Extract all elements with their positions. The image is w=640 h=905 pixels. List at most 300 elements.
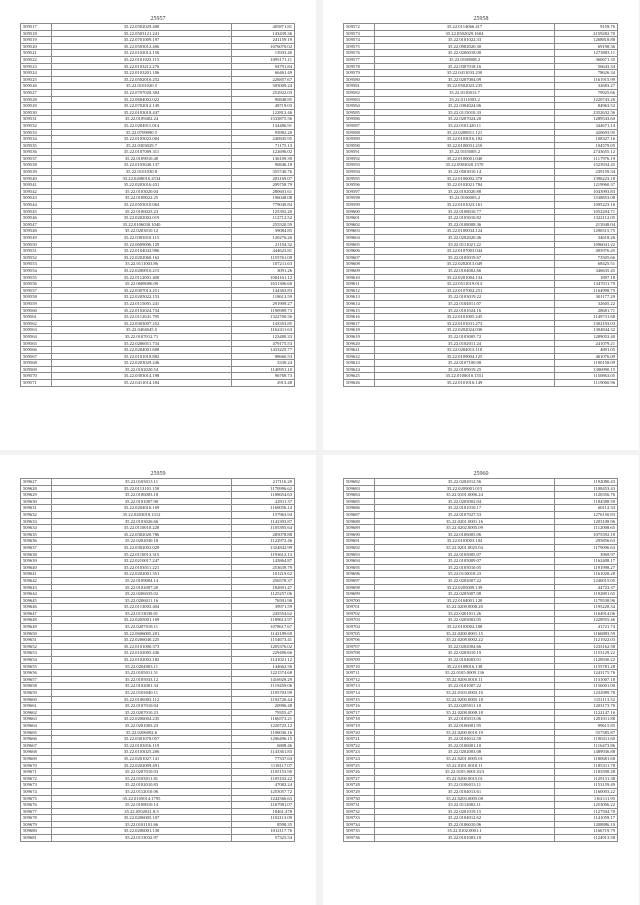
table-row — [21, 795, 295, 802]
cadastral-code-cell: 35.22.0103040.11 — [52, 690, 232, 697]
value-cell: 1155781.28 — [555, 663, 618, 670]
cadastral-code-cell: 35.22.0201011.26 — [375, 610, 555, 617]
value-cell: 1192080.43 — [555, 479, 618, 486]
table-row — [21, 577, 295, 584]
value-cell: 1489936.88 — [555, 749, 618, 756]
row-number-cell: 509733 — [344, 815, 375, 822]
value-cell: 60112.33 — [555, 505, 618, 512]
value-cell: 239159.34 — [555, 169, 618, 176]
value-cell: 1433225.77 — [232, 347, 295, 354]
cadastral-code-cell: 35.22.0202003.08 — [375, 749, 555, 756]
row-number-cell: 509518 — [21, 30, 52, 37]
records-table — [20, 23, 295, 387]
table-row — [344, 544, 618, 551]
table-row — [21, 314, 295, 321]
value-cell: 1153159.49 — [555, 782, 618, 789]
table-row — [21, 769, 295, 776]
table-row — [21, 782, 295, 789]
value-cell: 1142393.87 — [232, 518, 295, 525]
value-cell: 1276150.83 — [555, 511, 618, 518]
cadastral-code-cell: 35.22.0609006.129 — [52, 241, 232, 248]
row-number-cell: 509604 — [344, 235, 375, 242]
cadastral-code-cell: 35.22.0202020.46 — [375, 235, 555, 242]
value-cell: 136109.39 — [232, 155, 295, 162]
cadastral-code-cell: 35.22.0112002.11 — [375, 802, 555, 809]
table-row — [344, 769, 618, 776]
cadastral-code-cell: 35.22.0101420.11 — [375, 122, 555, 129]
value-cell: 76591.96 — [232, 597, 295, 604]
row-number-cell: 509547 — [21, 221, 52, 228]
table-row — [344, 116, 618, 123]
table-row — [344, 492, 618, 499]
row-number-cell: 509608 — [344, 261, 375, 268]
row-number-cell: 509697 — [344, 577, 375, 584]
value-cell: 1122147.16 — [555, 709, 618, 716]
value-cell: 1004161.12 — [232, 274, 295, 281]
row-number-cell: 509679 — [21, 821, 52, 828]
row-number-cell: 509533 — [21, 129, 52, 136]
cadastral-code-cell: 35.22.0105033.12 — [52, 676, 232, 683]
table-row — [344, 531, 618, 538]
value-cell: 245554.62 — [232, 610, 295, 617]
table-row — [344, 742, 618, 749]
row-number-cell: 509578 — [344, 63, 375, 70]
value-cell: 1296515.75 — [555, 228, 618, 235]
cadastral-code-cell: 35.22.0102020.88 — [375, 188, 555, 195]
table-row — [21, 136, 295, 143]
value-cell: 1151113.52 — [555, 696, 618, 703]
value-cell: 1538853.08 — [555, 195, 618, 202]
cadastral-code-cell: 35.22.0201.0001.16 — [375, 518, 555, 525]
row-number-cell: 509564 — [21, 333, 52, 340]
table-row — [21, 709, 295, 716]
value-cell: 1242566.63 — [232, 795, 295, 802]
value-cell: 1416929.29 — [232, 676, 295, 683]
value-cell: 285078.88 — [232, 531, 295, 538]
table-row — [344, 63, 618, 70]
row-number-cell: 509678 — [21, 815, 52, 822]
cadastral-code-cell: 35.22.0107002.251 — [375, 287, 555, 294]
row-number-cell: 509718 — [344, 716, 375, 723]
row-number-cell: 509662 — [21, 709, 52, 716]
row-number-cell: 509531 — [21, 116, 52, 123]
page-number: 25957 — [150, 16, 166, 22]
table-row — [344, 314, 618, 321]
row-number-cell: 509689 — [344, 525, 375, 532]
table-row — [21, 162, 295, 169]
cadastral-code-cell: 35.22.0101023.115 — [52, 56, 232, 63]
cadastral-code-cell: 35.22.0106010.06 — [375, 821, 555, 828]
table-row — [21, 736, 295, 743]
row-number-cell: 509529 — [21, 103, 52, 110]
cadastral-code-cell: 35.22.0205022.153 — [52, 294, 232, 301]
row-number-cell: 509601 — [344, 215, 375, 222]
table-row — [344, 604, 618, 611]
table-row — [21, 149, 295, 156]
cadastral-code-cell: 35.22.0104013.61 — [375, 788, 555, 795]
row-number-cell: 509628 — [21, 485, 52, 492]
cadastral-code-cell: 35.22.0204011.014 — [52, 122, 232, 129]
row-number-cell: 509582 — [344, 89, 375, 96]
row-number-cell: 509638 — [21, 551, 52, 558]
cadastral-code-cell: 35.22.0502029.1604 — [375, 30, 555, 37]
cadastral-code-cell: 35.22.0106005.06 — [375, 531, 555, 538]
table-row — [344, 248, 618, 255]
cadastral-code-cell: 35.22.0201027.141 — [52, 755, 232, 762]
value-cell: 1190411.60 — [555, 736, 618, 743]
value-cell: 1108654.63 — [232, 492, 295, 499]
value-cell: 1108453.43 — [555, 485, 618, 492]
value-cell: 280601.61 — [232, 188, 295, 195]
value-cell: 84963.52 — [555, 103, 618, 110]
row-number-cell: 509537 — [21, 155, 52, 162]
value-cell: 1183598.28 — [555, 769, 618, 776]
table-row — [21, 624, 295, 631]
row-number-cell: 509729 — [344, 788, 375, 795]
value-cell: 252922.03 — [232, 89, 295, 96]
value-cell: 1141021.12 — [232, 657, 295, 664]
row-number-cell: 509736 — [344, 835, 375, 842]
cadastral-code-cell: 35.22.0101007.90 — [52, 498, 232, 505]
table-row — [21, 564, 295, 571]
value-cell: 94791.84 — [232, 63, 295, 70]
table-row — [344, 782, 618, 789]
row-number-cell: 509567 — [21, 353, 52, 360]
cadastral-code-cell: 35.22.0411033.230 — [375, 70, 555, 77]
table-row — [344, 215, 618, 222]
row-number-cell: 509632 — [21, 511, 52, 518]
value-cell: 39971.59 — [232, 604, 295, 611]
cadastral-code-cell: 35.22.0210017.247 — [52, 558, 232, 565]
cadastral-code-cell: 35.22.0206011.734 — [52, 340, 232, 347]
table-row — [344, 50, 618, 57]
table-row — [344, 709, 618, 716]
row-number-cell: 509700 — [344, 597, 375, 604]
cadastral-code-cell: 35.22.0103011.221 — [52, 564, 232, 571]
table-row — [21, 821, 295, 828]
row-number-cell: 509706 — [344, 637, 375, 644]
cadastral-code-cell: 35.22.0102005.436 — [52, 650, 232, 657]
cadastral-code-cell: 35.22.0111021.22 — [375, 241, 555, 248]
value-cell: 1105153.90 — [232, 769, 295, 776]
row-number-cell: 509669 — [21, 755, 52, 762]
cadastral-code-cell: 35.22.0102.0001.1 — [375, 828, 555, 835]
row-number-cell: 509654 — [21, 657, 52, 664]
table-row — [21, 366, 295, 373]
value-cell: 1095171.11 — [232, 56, 295, 63]
cadastral-code-cell: 35.22.0200.0005.18 — [375, 696, 555, 703]
row-number-cell: 509684 — [344, 492, 375, 499]
row-number-cell: 509675 — [21, 795, 52, 802]
value-cell: 1184588.59 — [555, 498, 618, 505]
row-number-cell: 509603 — [344, 228, 375, 235]
table-row — [21, 663, 295, 670]
value-cell: 90846.18 — [232, 162, 295, 169]
row-number-cell: 509734 — [344, 821, 375, 828]
cadastral-code-cell: 35.22.0101024.16 — [375, 307, 555, 314]
cadastral-code-cell: 35.22.0203010.12 — [52, 228, 232, 235]
cadastral-code-cell: 35.22.0205011.10 — [375, 703, 555, 710]
table-row — [21, 788, 295, 795]
value-cell: 1164914.06 — [555, 610, 618, 617]
row-number-cell: 509707 — [344, 643, 375, 650]
value-cell: 96769.73 — [232, 373, 295, 380]
row-number-cell: 509611 — [344, 281, 375, 288]
cadastral-code-cell: 35.22.0103002.108 — [375, 624, 555, 631]
table-row — [21, 610, 295, 617]
table-row — [21, 254, 295, 261]
cadastral-code-cell: 35.22.0103016.119 — [52, 742, 232, 749]
row-number-cell: 509658 — [21, 683, 52, 690]
table-row — [21, 76, 295, 83]
cadastral-code-cell: 35.22.0201019.15 — [375, 808, 555, 815]
row-number-cell: 509517 — [21, 24, 52, 31]
row-number-cell: 509715 — [344, 696, 375, 703]
row-number-cell: 509607 — [344, 254, 375, 261]
cadastral-code-cell: 35.22.0108022.25 — [52, 195, 232, 202]
row-number-cell: 509602 — [344, 221, 375, 228]
page-number: 25959 — [150, 471, 166, 477]
table-row — [344, 169, 618, 176]
row-number-cell: 509693 — [344, 551, 375, 558]
cadastral-code-cell: 35.22.0103005.72 — [375, 333, 555, 340]
value-cell: 1302193.03 — [555, 320, 618, 327]
cadastral-code-cell: 35.22.0103010.82 — [375, 215, 555, 222]
value-cell: 1185311.78 — [555, 762, 618, 769]
cadastral-code-cell: 35.22.0106001.95 — [375, 722, 555, 729]
cadastral-code-cell: 35.22.0103026.66 — [52, 518, 232, 525]
table-row — [21, 320, 295, 327]
cadastral-code-cell: 35.22.0102002.182 — [52, 657, 232, 664]
row-number-cell: 509664 — [21, 722, 52, 729]
cadastral-code-cell: 35.22.0100034.124 — [375, 228, 555, 235]
cadastral-code-cell: 35.22.0203002.05 — [375, 617, 555, 624]
cadastral-code-cell: 35.22.0102010.83 — [52, 782, 232, 789]
value-cell: 18461.478 — [232, 808, 295, 815]
row-number-cell: 509630 — [21, 498, 52, 505]
row-number-cell: 509519 — [21, 37, 52, 44]
value-cell: 1160056.14 — [232, 505, 295, 512]
value-cell: 1396223.18 — [555, 175, 618, 182]
row-number-cell: 509521 — [21, 50, 52, 57]
table-row — [344, 142, 618, 149]
cadastral-code-cell: 35.22.0103011.81 — [52, 775, 232, 782]
records-table — [20, 478, 295, 842]
value-cell: 1166883.59 — [555, 630, 618, 637]
value-cell: 444623.81 — [232, 248, 295, 255]
cadastral-code-cell: 35.22.0106003.112 — [52, 696, 232, 703]
table-row — [344, 835, 618, 842]
cadastral-code-cell: 35.22.0103212.276 — [52, 63, 232, 70]
cadastral-code-cell: 35.22.0208.0008.18 — [375, 709, 555, 716]
table-row — [344, 188, 618, 195]
value-cell: 255520.59 — [232, 221, 295, 228]
table-row — [21, 604, 295, 611]
value-cell: 1533875.56 — [232, 116, 295, 123]
cadastral-code-cell: 35.22.0106030.1040 — [52, 221, 232, 228]
cadastral-code-cell: 35.22.0107003.044 — [375, 248, 555, 255]
table-row — [344, 597, 618, 604]
table-row — [21, 109, 295, 116]
cadastral-code-cell: 35.22.0102011.24 — [375, 340, 555, 347]
cadastral-code-cell: 35.22.0109004.125 — [375, 353, 555, 360]
table-row — [21, 498, 295, 505]
table-row — [21, 828, 295, 835]
cadastral-code-cell: 35.22.0203.0005.08 — [375, 795, 555, 802]
value-cell: 1221574.68 — [232, 670, 295, 677]
cadastral-code-cell: 35.22.0112041.795 — [52, 314, 232, 321]
row-number-cell: 509712 — [344, 676, 375, 683]
cadastral-code-cell: 35.22.0113032.97 — [52, 835, 232, 842]
table-row — [344, 300, 618, 307]
table-row — [21, 505, 295, 512]
value-cell: 213948.04 — [555, 221, 618, 228]
table-row — [344, 505, 618, 512]
value-cell: 1117976.19 — [555, 155, 618, 162]
cadastral-code-cell: 35.22.0106003.18 — [52, 492, 232, 499]
table-row — [21, 103, 295, 110]
table-row — [344, 287, 618, 294]
table-row — [21, 696, 295, 703]
table-row — [344, 637, 618, 644]
value-cell: 78626.34 — [555, 70, 618, 77]
cadastral-code-cell: 35.22.0105010.05 — [375, 564, 555, 571]
row-number-cell: 509545 — [21, 208, 52, 215]
value-cell: 1161915.99 — [555, 76, 618, 83]
value-cell: 1192720.44 — [232, 696, 295, 703]
value-cell: 420693.95 — [555, 129, 618, 136]
cadastral-code-cell: 35.22.0104003.01 — [375, 657, 555, 664]
row-number-cell: 509565 — [21, 340, 52, 347]
table-row — [344, 485, 618, 492]
cadastral-code-cell: 35.22.0709090.5 — [52, 129, 232, 136]
cadastral-code-cell: 35.22.0108016.138 — [375, 663, 555, 670]
table-row — [21, 597, 295, 604]
row-number-cell: 509599 — [344, 202, 375, 209]
value-cell: 120276.26 — [232, 235, 295, 242]
row-number-cell: 509592 — [344, 155, 375, 162]
cadastral-code-cell: 35.22.0102007.20 — [52, 584, 232, 591]
cadastral-code-cell: 35.22.0108008.36 — [375, 221, 555, 228]
value-cell: 98666.53 — [232, 353, 295, 360]
table-row — [344, 577, 618, 584]
cadastral-code-cell: 35.22.0103013.11 — [52, 479, 232, 486]
value-cell: 203169.07 — [232, 175, 295, 182]
row-number-cell: 509523 — [21, 63, 52, 70]
table-row — [21, 657, 295, 664]
table-row — [21, 274, 295, 281]
cadastral-code-cell: 35.22.0902020.30 — [375, 43, 555, 50]
row-number-cell: 509634 — [21, 525, 52, 532]
row-number-cell: 509716 — [344, 703, 375, 710]
table-row — [344, 498, 618, 505]
cadastral-code-cell: 35.22.0202001.351 — [52, 571, 232, 578]
cadastral-code-cell: 35.22.0104002.66 — [375, 267, 555, 274]
cadastral-code-cell: 35.22.0207010.23 — [52, 709, 232, 716]
table-row — [344, 129, 618, 136]
table-row — [21, 116, 295, 123]
value-cell: 1192801.65 — [555, 591, 618, 598]
table-row — [21, 749, 295, 756]
cadastral-code-cell: 35.22.0204001.608 — [52, 347, 232, 354]
table-row — [344, 43, 618, 50]
row-number-cell: 509701 — [344, 604, 375, 611]
row-number-cell: 509683 — [344, 485, 375, 492]
value-cell: 1195228.34 — [555, 604, 618, 611]
table-row — [344, 37, 618, 44]
table-row — [344, 729, 618, 736]
cadastral-code-cell: 35.22.0307018.16 — [375, 63, 555, 70]
table-row — [21, 650, 295, 657]
value-cell: 1166573.21 — [232, 716, 295, 723]
value-cell: 1162411.63 — [232, 327, 295, 334]
table-row — [21, 202, 295, 209]
cadastral-code-cell: 35.22.0206004.235 — [52, 716, 232, 723]
cadastral-code-cell: 35.22.0100010.1551 — [375, 373, 555, 380]
row-number-cell: 509704 — [344, 624, 375, 631]
cadastral-code-cell: 35.22.0113003.404 — [52, 604, 232, 611]
cadastral-code-cell: 35.22.0104012.62 — [375, 815, 555, 822]
cadastral-code-cell: 35.22.0101030.8 — [52, 169, 232, 176]
cadastral-code-cell: 35.22.0110018.23 — [375, 571, 555, 578]
value-cell: 1149731.68 — [555, 314, 618, 321]
table-row — [344, 657, 618, 664]
value-cell: 1105102.22 — [232, 775, 295, 782]
table-row — [344, 749, 618, 756]
value-cell: 1232989.78 — [555, 690, 618, 697]
table-row — [21, 518, 295, 525]
row-number-cell: 509590 — [344, 142, 375, 149]
table-row — [21, 195, 295, 202]
value-cell: 1118117.07 — [232, 762, 295, 769]
table-row — [344, 208, 618, 215]
value-cell: 1141059.17 — [555, 815, 618, 822]
row-number-cell: 509731 — [344, 802, 375, 809]
value-cell: 1203108.96 — [555, 518, 618, 525]
value-cell: 69198.36 — [555, 43, 618, 50]
row-number-cell: 509555 — [21, 274, 52, 281]
value-cell: 1253006.22 — [555, 802, 618, 809]
table-row — [21, 637, 295, 644]
value-cell: 1190989.73 — [232, 307, 295, 314]
row-number-cell: 509652 — [21, 643, 52, 650]
table-row — [21, 683, 295, 690]
cadastral-code-cell: 35.22.0106023.23 — [52, 208, 232, 215]
cadastral-code-cell: 35.22.0702012.149 — [52, 103, 232, 110]
cadastral-code-cell: 35.22.0200.0010.11 — [375, 676, 555, 683]
cadastral-code-cell: 35.22.0208.0008.20 — [375, 604, 555, 611]
table-row — [21, 525, 295, 532]
table-row — [21, 380, 295, 387]
value-cell: 1322112.05 — [555, 215, 618, 222]
cadastral-code-cell: 35.22.0103.0003.10 — [375, 690, 555, 697]
row-number-cell: 509586 — [344, 116, 375, 123]
table-row — [21, 492, 295, 499]
row-number-cell: 509568 — [21, 360, 52, 367]
table-row — [344, 267, 618, 274]
cadastral-code-cell: 35.22.0903020.1570 — [375, 162, 555, 169]
row-number-cell: 509570 — [21, 373, 52, 380]
table-row — [344, 307, 618, 314]
table-row — [344, 109, 618, 116]
value-cell: 1324842.99 — [232, 544, 295, 551]
cadastral-code-cell: 35.22.0105023.004 — [52, 136, 232, 143]
value-cell: 779049.84 — [232, 202, 295, 209]
table-row — [21, 485, 295, 492]
cadastral-code-cell: 35.22.0103003.104 — [375, 538, 555, 545]
table-row — [21, 300, 295, 307]
table-row — [344, 610, 618, 617]
